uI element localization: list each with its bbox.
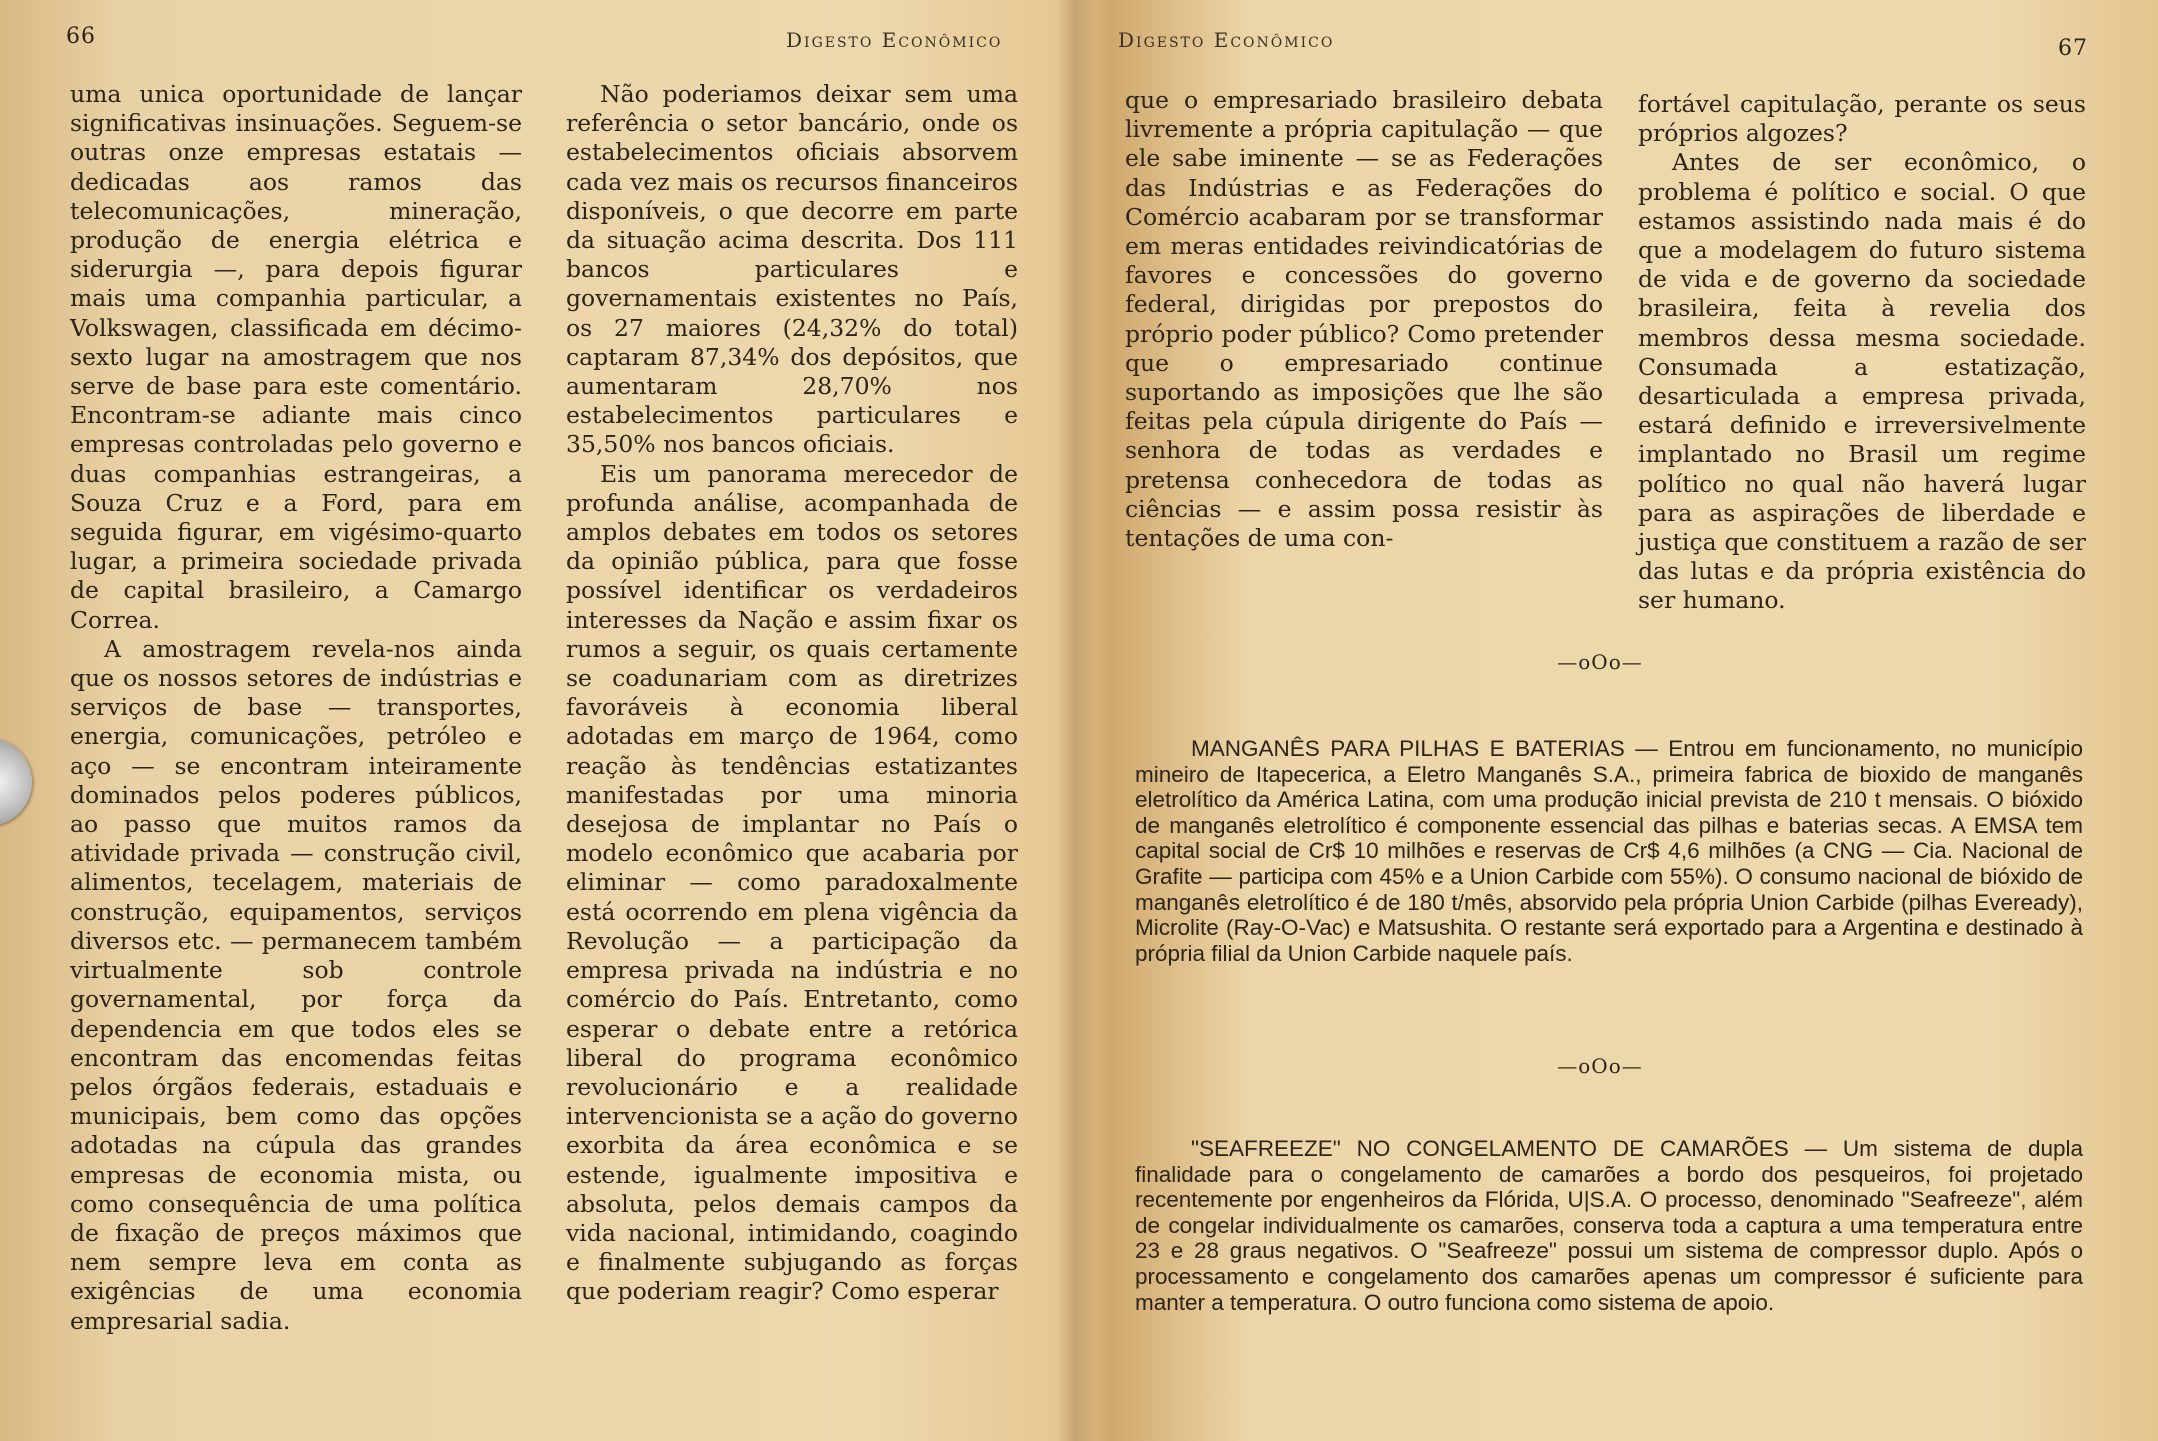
news-item-manganes [1135,736,2083,966]
paragraph: A amostragem revela-nos ainda que os nossos setores de indústrias e serviços de base — transportes, energia, comunicações, petróleo e aço — se encontram inteiramente dominados pelos poderes públicos, ao passo que muitos ramos da atividade privada — construção civil, alimentos, tecelagem, materiais de construção, equipamentos, serviços diversos etc. — permanecem também virtualmente sob controle governamental, por força da dependencia em que todos eles se encontram das encomendas feitas pelos órgãos federais, estaduais e municipais, bem como das opções adotadas na cúpula das grandes empresas de economia mista, ou como consequência de uma política de fixação de preços máximos que nem sempre leva em conta as exigências de uma economia empresarial sadia. [70,634,522,1335]
news-paragraph: MANGANÊS PARA PILHAS E BATERIAS — Entrou em funcionamento, no município mineiro de Itapecerica, a Eletro Manganês S.A., primeira fabrica de bioxido de manganês eletrolítico da América Latina, com uma produção inicial prevista de 210 t mensais. O bióxido de manganês eletrolítico é componente essencial das pilhas e baterias secas. A EMSA tem capital social de Cr$ 10 milhões e reservas de Cr$ 4,6 milhões (a CNG — Cia. Nacional de Grafite — participa com 45% e a Union Carbide com 55%). O consumo nacional de bióxido de manganês eletrolítico é de 180 t/mês, absorvido pela própria Union Carbide (pilhas Eveready), Microlite (Ray-O-Vac) e Matsushita. O restante será exportado para a Argentina e destinado à própria filial da Union Carbide naquele país. [1135,736,2083,966]
left-page [0,0,1072,1441]
left-column-2 [566,80,1018,1307]
right-column-2 [1638,90,2086,616]
left-column-1 [70,80,522,1336]
paragraph: Eis um panorama merecedor de profunda análise, acompanhada de amplos debates em todos os setores da opinião pública, para que fosse possível identificar os verdadeiros interesses da Nação e assim fixar os rumos a seguir, os quais certamente se coadunariam com as diretrizes favoráveis à economia liberal adotadas em março de 1964, como reação às tendências estatizantes manifestadas por uma minoria desejosa de implantar no País o modelo econômico que acabaria por eliminar — como paradoxalmente está ocorrendo em plena vigência da Revolução — a participação da empresa privada na indústria e no comércio do País. Entretanto, como esperar o debate entre a retórica liberal do programa econômico revolucionário e a realidade intervencionista se a ação do governo exorbita da área econômica e se estende, igualmente impositiva e absoluta, pelos demais campos da vida nacional, intimidando, coagindo e finalmente subjugando as forças que poderiam reagir? Como esperar [566,459,1018,1306]
running-head: Digesto Econômico [786,28,1003,52]
section-separator: —oOo— [1557,650,1643,674]
section-separator: —oOo— [1557,1054,1643,1078]
page-number: 67 [2058,36,2088,61]
right-column-1 [1125,86,1603,553]
coin-object [0,738,32,826]
page-number: 66 [66,24,96,49]
paragraph: Não poderiamos deixar sem uma referência o setor bancário, onde os estabelecimentos oficiais absorvem cada vez mais os recursos financeiros disponíveis, o que decorre em parte da situação acima descrita. Dos 111 bancos particulares e governamentais existentes no País, os 27 maiores (24,32% do total) captaram 87,34% dos depósitos, que aumentaram 28,70% nos estabelecimentos particulares e 35,50% nos bancos oficiais. [566,80,1018,459]
paragraph: fortável capitulação, perante os seus próprios algozes? [1638,90,2086,148]
paragraph: uma unica oportunidade de lançar significativas insinuações. Seguem-se outras onze empresas estatais — dedicadas aos ramos das telecomunicações, mineração, produção de energia elétrica e siderurgia —, para depois figurar mais uma companhia particular, a Volkswagen, classificada em décimo-sexto lugar na amostragem que nos serve de base para este comentário. Encontram-se adiante mais cinco empresas controladas pelo governo e duas companhias estrangeiras, a Souza Cruz e a Ford, para em seguida figurar, em vigésimo-quarto lugar, a primeira sociedade privada de capital brasileiro, a Camargo Correa. [70,80,522,634]
news-item-seafreeze [1135,1136,2083,1315]
news-paragraph: "SEAFREEZE" NO CONGELAMENTO DE CAMARÕES — Um sistema de dupla finalidade para o congelamento de camarões a bordo dos pesqueiros, foi projetado recentemente por engenheiros da Flórida, U|S.A. O processo, denominado "Seafreeze", além de congelar individualmente os camarões, conserva toda a captura a uma temperatura entre 23 e 28 graus negativos. O "Seafreeze" possui um sistema de compressor duplo. Após o processamento e congelamento dos camarões apenas um compressor é suficiente para manter a temperatura. O outro funciona como sistema de apoio. [1135,1136,2083,1315]
paragraph: que o empresariado brasileiro debata livremente a própria capitulação — que ele sabe iminente — se as Federações das Indústrias e as Federações do Comércio acabaram por se transformar em meras entidades reivindicatórias de favores e concessões do governo federal, dirigidas por prepostos do próprio poder público? Como pretender que o empresariado continue suportando as imposições que lhe são feitas pela cúpula dirigente do País — senhora de todas as verdades e pretensa conhecedora de todas as ciências — e assim possa resistir às tentações de uma con- [1125,86,1603,553]
running-head: Digesto Econômico [1118,28,1335,52]
paragraph: Antes de ser econômico, o problema é político e social. O que estamos assistindo nada mais é do que a modelagem do futuro sistema de vida e de governo da sociedade brasileira, feita à revelia dos membros dessa mesma sociedade. Consumada a estatização, desarticulada a empresa privada, estará definido e irreversivelmente implantado no Brasil um regime político no qual não haverá lugar para as aspirações de liberdade e justiça que constituem a razão de ser das lutas e da própria existência do ser humano. [1638,148,2086,615]
